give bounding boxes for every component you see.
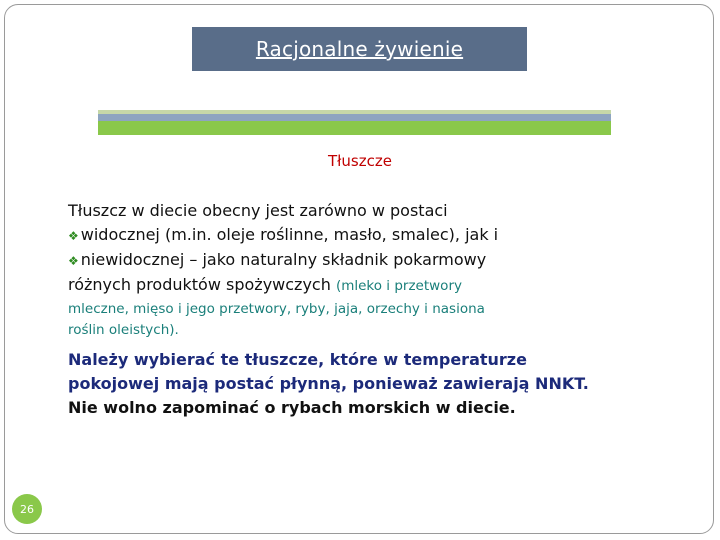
products-examples-line: mleczne, mięso i jego przetwory, ryby, jaja, orzechy i nasiona xyxy=(68,301,485,317)
products-examples xyxy=(68,299,668,341)
advice-line-1: Należy wybierać te tłuszcze, które w temperaturze xyxy=(68,350,527,369)
products-examples-end: roślin oleistych). xyxy=(68,322,179,338)
products-text: różnych produktów spożywczych xyxy=(68,275,336,294)
advice-line-2: pokojowej mają postać płynną, ponieważ zawierają NNKT. xyxy=(68,374,589,393)
advice-line-3: Nie wolno zapominać o rybach morskich w diecie. xyxy=(68,398,516,417)
bullet-item-invisible xyxy=(68,248,668,273)
slide-body xyxy=(68,199,668,420)
intro-line: Tłuszcz w diecie obecny jest zarówno w postaci xyxy=(68,201,448,220)
bullet-text-invisible: niewidocznej – jako naturalny składnik pokarmowy xyxy=(80,250,487,269)
checkmark-v-icon: ❖ xyxy=(68,229,79,243)
products-line xyxy=(68,273,668,298)
page-number: 26 xyxy=(20,502,34,516)
slide-subtitle: Tłuszcze xyxy=(328,152,392,170)
decor-band-green xyxy=(98,121,611,135)
checkmark-v-icon: ❖ xyxy=(68,254,79,268)
products-examples-start: (mleko i przetwory xyxy=(335,278,462,294)
title-banner xyxy=(192,27,527,71)
bullet-item-visible xyxy=(68,223,668,248)
page-number-badge xyxy=(12,494,42,524)
bullet-text-visible: widocznej (m.in. oleje roślinne, masło, smalec), jak i xyxy=(80,225,499,244)
advice-block xyxy=(68,348,668,420)
slide-title: Racjonalne żywienie xyxy=(255,37,464,61)
decor-band-blue xyxy=(98,114,611,121)
